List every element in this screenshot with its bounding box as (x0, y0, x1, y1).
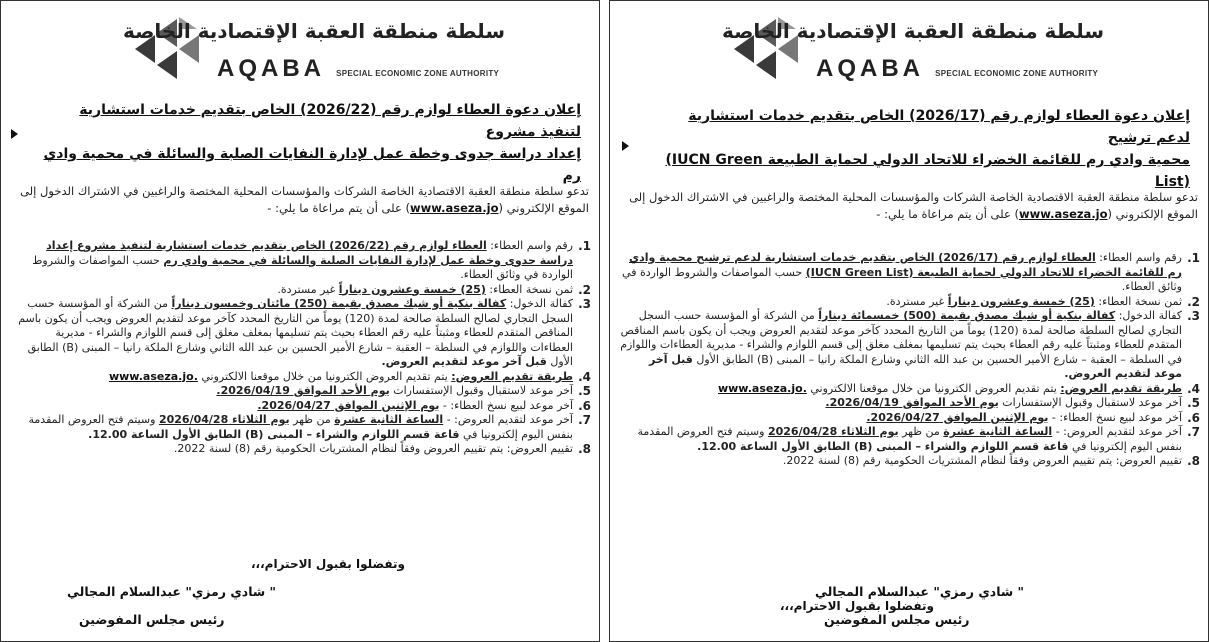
list-item: 3. كفالة الدخول: كفالة بنكية أو شيك مصدق بقيمة (250) مائتان وخمسون ديناراً من الشركة أو المؤسسة حسب السجل التجاري لصالح السلطة صالحة لمدة (120) يوماً من التاريخ المحدد كآخر موعد لتقديم العروض ويجب أن يكون باسم المناقص المتقدم للعطاء ومثبتاً عليه رقم العطاء بحيث يتم تسليمها بمغلف مغلق إلى قسم اللوازم والشراء - مديرية العطاءات واللوازم في السلطة – العقبة – شارع الأمير الحسين بن عبد الله الثاني وشارع الملكة رانيا – المبنى (B) الطابق الأول قبل آخر موعد لتقديم العروض. (18, 297, 591, 368)
logo-word: AQABA (816, 55, 924, 82)
logo-arabic-text: سلطة منطقة العقبة الإقتصادية الخاصة (721, 19, 1104, 43)
list-item: 7. آخر موعد لتقديم العروض: - الساعة الثانية عشرة من ظهر يوم الثلاثاء 2026/04/28 وسيتم فتح العروض المقدمة بنفس اليوم إلكترونيا في قاعة قسم اللوازم والشراء – المبنى (B) الطابق الأول الساعة 12.00. (28, 413, 591, 441)
arrow-marker-icon (622, 141, 629, 151)
aseza-logo (721, 15, 1120, 82)
list-item: 6. آخر موعد لبيع نسخ العطاء: - يوم الإثنين الموافق 2026/04/27. (257, 398, 591, 413)
logo-subtitle: SPECIAL ECONOMIC ZONE AUTHORITY (935, 69, 1099, 78)
signer-title: رئيس مجلس المفوضين (824, 612, 970, 627)
list-item: 8. تقييم العروض: يتم تقييم العروض وفقاً لنظام المشتريات الحكومية رقم (8) لسنة 2022. (782, 454, 1200, 468)
list-item: 5. آخر موعد لاستقبال وقبول الإستفسارات يوم الأحد الموافق 2026/04/19. (216, 384, 591, 398)
intro-text: تدعو سلطة منطقة العقبة الاقتصادية الخاصة الشركات والمؤسسات المحلية المختصة والراغبين في الاشتراك الدخول إلى الموقع الإلكتروني ( (629, 190, 1198, 221)
arrow-marker-icon (11, 129, 18, 139)
list-item: 2. ثمن نسخة العطاء: (25) خمسة وعشرون ديناراً غير مستردة. (886, 294, 1200, 309)
website-link[interactable]: www.aseza.jo (1018, 207, 1108, 221)
announcement-title (41, 99, 581, 187)
intro-end: ) على أن يتم مراعاة ما يلي: - (267, 201, 410, 215)
aseza-logo (122, 15, 521, 82)
signer-name: " شادي رمزي" عبدالسلام المجالي (815, 584, 1025, 599)
website-link[interactable]: www.aseza.jo. (717, 381, 807, 395)
conditions-list (11, 239, 591, 457)
list-item: 1. رقم واسم العطاء: العطاء لوازم رقم (2026/17) الخاص بتقديم خدمات استشارية لدعم ترشيح محمية وادي رم للقائمة الخضراء للاتحاد الدولي لحماية الطبيعة (IUCN Green List) حسب المواصفات والشروط الواردة في وثائق العطاء. (622, 251, 1200, 293)
closing-greeting: وتفضلوا بقبول الاحترام،،، (251, 557, 405, 571)
website-link[interactable]: www.aseza.jo. (108, 369, 198, 383)
intro-end: ) على أن يتم مراعاة ما يلي: - (876, 207, 1019, 221)
title-line: إعلان دعوة العطاء لوازم رقم (2026/22) الخاص بتقديم خدمات استشارية لتنفيذ مشروع (79, 102, 581, 140)
signer-name: " شادي رمزي" عبدالسلام المجالي (67, 584, 277, 599)
logo-word: AQABA (217, 55, 325, 82)
logo-arabic-text: سلطة منطقة العقبة الإقتصادية الخاصة (122, 19, 505, 43)
list-item: 4. طريقة تقديم العروض: يتم تقديم العروض الكترونيا من خلال موقعنا الالكتروني www.aseza.jo. (717, 381, 1200, 396)
conditions-list (620, 251, 1200, 469)
title-line: إعداد دراسة جدوى وخطة عمل لإدارة النفايات الصلبة والسائلة في محمية وادي رم (43, 146, 581, 184)
intro-paragraph (11, 183, 589, 217)
list-item: 8. تقييم العروض: يتم تقييم العروض وفقاً لنظام المشتريات الحكومية رقم (8) لسنة 2022. (173, 442, 591, 456)
list-item: 6. آخر موعد لبيع نسخ العطاء: - يوم الإثنين الموافق 2026/04/27. (866, 410, 1200, 425)
intro-paragraph (620, 189, 1198, 223)
list-item: 2. ثمن نسخة العطاء: (25) خمسة وعشرون ديناراً غير مستردة. (277, 282, 591, 297)
logo-subtitle: SPECIAL ECONOMIC ZONE AUTHORITY (336, 69, 500, 78)
closing-greeting: وتفضلوا بقبول الاحترام،،، (780, 599, 934, 613)
list-item: 3. كفالة الدخول: كفالة بنكية أو شيك مصدق بقيمة (500) خمسمائة ديناراً من الشركة أو المؤسسة حسب السجل التجاري لصالح السلطة صالحة لمدة (120) يوماً من التاريخ المحدد كآخر موعد لتقديم العروض ويجب أن يكون باسم المناقص المتقدم للعطاء ومثبتاً عليه رقم العطاء بحيث يتم تسليمها بمغلف مغلق إلى قسم اللوازم والشراء - مديرية العطاءات واللوازم في السلطة – العقبة – شارع الأمير الحسين بن عبد الله الثاني وشارع الملكة رانيا – المبنى (B) الطابق الأول قبل آخر موعد لتقديم العروض. (620, 309, 1200, 380)
announcement-title (650, 105, 1190, 193)
list-item: 1. رقم واسم العطاء: العطاء لوازم رقم (2026/22) الخاص بتقديم خدمات استشارية لتنفيذ مشروع إعداد دراسة جدوى وخطة عمل لإدارة النفايات الصلبة والسائلة في محمية وادي رم حسب المواصفات والشروط الواردة في وثائق العطاء. (32, 239, 591, 281)
title-line: إعلان دعوة العطاء لوازم رقم (2026/17) الخاص بتقديم خدمات استشارية لدعم ترشيح (688, 108, 1190, 146)
intro-text: تدعو سلطة منطقة العقبة الاقتصادية الخاصة الشركات والمؤسسات المحلية المختصة والراغبين في الاشتراك الدخول إلى الموقع الإلكتروني ( (20, 184, 589, 215)
title-line: محمية وادي رم للقائمة الخضراء للاتحاد الدولي لحماية الطبيعة (IUCN Green List) (665, 152, 1190, 190)
logo-english (217, 55, 499, 83)
signer-title: رئيس مجلس المفوضين (79, 612, 225, 627)
announcement-page-right (609, 0, 1209, 642)
announcement-page-left (0, 0, 600, 642)
logo-english (816, 55, 1098, 83)
list-item: 5. آخر موعد لاستقبال وقبول الإستفسارات يوم الأحد الموافق 2026/04/19. (825, 396, 1200, 410)
list-item: 4. طريقة تقديم العروض: يتم تقديم العروض الكترونيا من خلال موقعنا الالكتروني www.aseza.jo. (108, 369, 591, 384)
website-link[interactable]: www.aseza.jo (409, 201, 499, 215)
list-item: 7. آخر موعد لتقديم العروض: - الساعة الثانية عشرة من ظهر يوم الثلاثاء 2026/04/28 وسيتم فتح العروض المقدمة بنفس اليوم إلكترونيا في قاعة قسم اللوازم والشراء – المبنى (B) الطابق الأول الساعة 12.00. (637, 425, 1200, 453)
